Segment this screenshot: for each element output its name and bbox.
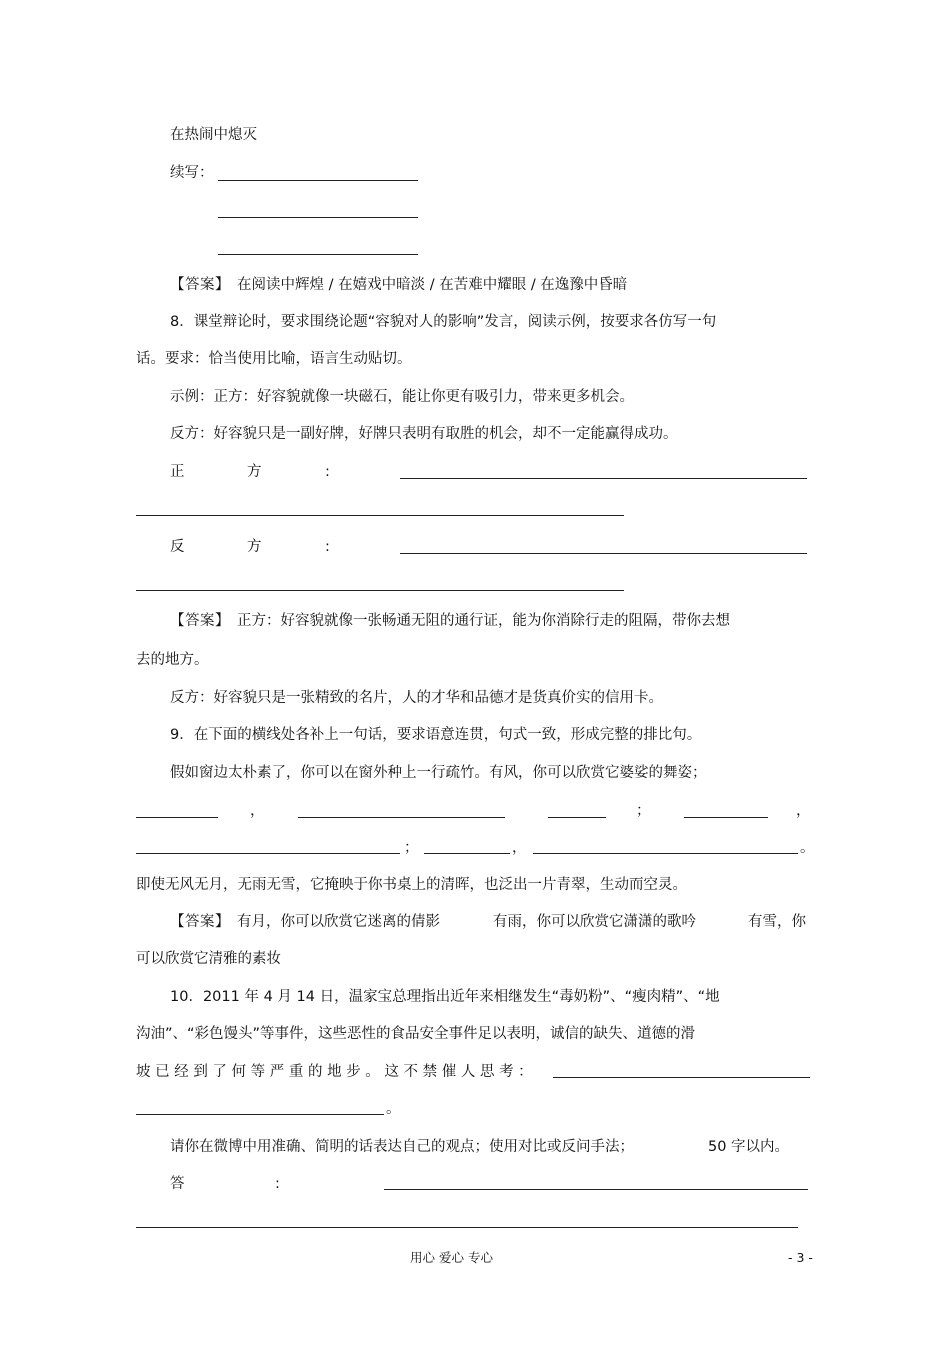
label-char: 正 [170,464,185,480]
answer-text: 正方：好容貌就像一张畅通无阻的通行证，能为你消除行走的阻隔，带你去想 [237,613,730,629]
question-9-end: 即使无风无月，无雨无雪，它掩映于你书桌上的清晖，也泛出一片青翠，生动而空灵。 [136,877,687,893]
page-number: - 3 - [788,1250,813,1265]
word-limit: 50 字以内。 [708,1139,790,1155]
punct: ， [512,840,527,856]
answer-text: 可以欣赏它清雅的素妆 [136,951,281,967]
answer-blank[interactable] [136,853,400,854]
example-line: 示例：正方：好容貌就像一块磁石，能让你更有吸引力，带来更多机会。 [170,389,634,405]
label-colon: : [325,539,330,555]
question-10: 10．2011 年 4 月 14 日，温家宝总理指出近年来相继发生“毒奶粉”、“瘦肉精”、“地 [170,989,720,1005]
label-char: 方 [247,464,262,480]
label-colon: : [325,464,330,480]
question-9: 9．在下面的横线处各补上一句话，要求语意连贯，句式一致，形成完整的排比句。 [170,727,702,743]
answer-blank[interactable] [136,590,624,591]
answer-text: 去的地方。 [136,652,209,668]
label-char: 反 [170,539,185,555]
footer-motto: 用心 爱心 专心 [410,1250,493,1265]
answer-blank[interactable] [400,478,807,479]
answer-blank[interactable] [298,817,505,818]
question-8-cont: 话。要求：恰当使用比喻，语言生动贴切。 [136,351,412,367]
punct: ， [796,803,811,819]
text-line: 在热闹中熄灭 [170,127,257,143]
punct: ， [250,803,265,819]
answer-text: 在阅读中辉煌 / 在嬉戏中暗淡 / 在苦难中耀眼 / 在逸豫中昏暗 [237,277,628,293]
answer-blank[interactable] [136,515,624,516]
punct: ； [404,840,419,856]
answer-tag: 【答案】 [170,914,230,930]
answer-blank[interactable] [684,817,768,818]
question-9-cont: 假如窗边太朴素了，你可以在窗外种上一行疏竹。有风，你可以欣赏它婆娑的舞姿； [170,765,707,781]
answer-blank[interactable] [400,553,807,554]
question-10-cont: 坡 已 经 到 了 何 等 严 重 的 地 步 。 这 不 禁 催 人 思 考 ： [136,1064,533,1080]
punct: 。 [386,1101,401,1117]
instruction: 请你在微博中用准确、简明的话表达自己的观点；使用对比或反问手法； [170,1139,634,1155]
answer-blank[interactable] [424,853,510,854]
answer-text: 有雨，你可以欣赏它潇潇的歌吟 [493,914,696,930]
question-10-cont: 沟油”、“彩色馒头”等事件，这些恶性的食品安全事件足以表明，诚信的缺失、道德的滑 [136,1026,696,1042]
label-colon: : [275,1176,280,1192]
punct: 。 [800,840,815,856]
answer-blank[interactable] [553,1077,810,1078]
answer-text: 有月，你可以欣赏它迷离的倩影 [237,914,440,930]
answer-blank[interactable] [218,217,418,218]
answer-tag: 【答案】 [170,277,230,293]
answer-text: 有雪，你 [748,914,806,930]
answer-label: 答 [170,1176,185,1192]
answer-blank[interactable] [548,817,606,818]
answer-blank[interactable] [218,180,418,181]
answer-blank[interactable] [136,1227,798,1228]
example-line: 反方：好容貌只是一副好牌，好牌只表明有取胜的机会，却不一定能赢得成功。 [170,426,678,442]
punct: ； [636,803,651,819]
answer-text: 反方：好容貌只是一张精致的名片，人的才华和品德才是货真价实的信用卡。 [170,690,663,706]
answer-blank[interactable] [533,853,798,854]
answer-blank[interactable] [136,817,218,818]
question-8: 8．课堂辩论时，要求围绕论题“容貌对人的影响”发言，阅读示例，按要求各仿写一句 [170,314,717,330]
label-char: 方 [247,539,262,555]
answer-blank[interactable] [136,1114,384,1115]
answer-blank[interactable] [384,1189,808,1190]
answer-tag: 【答案】 [170,613,230,629]
continue-label: 续写： [170,165,214,181]
answer-blank[interactable] [218,254,418,255]
